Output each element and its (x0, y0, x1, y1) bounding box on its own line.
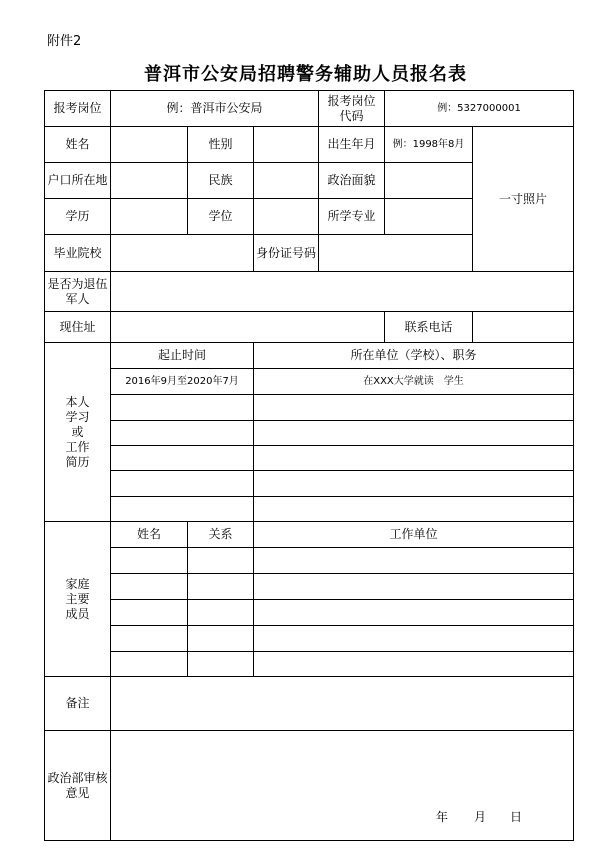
review-field[interactable] (111, 731, 573, 840)
position-code-field[interactable]: 例：5327000001 (437, 102, 521, 114)
ethnicity-field[interactable] (254, 163, 318, 198)
resume-label: 本人 学习 或 工作 简历 (65, 394, 90, 469)
ethnicity-label: 民族 (208, 173, 233, 188)
position-code-label: 报考岗位 代码 (327, 94, 376, 123)
birth-field[interactable]: 例：1998年8月 (392, 138, 465, 150)
name-label: 姓名 (65, 137, 90, 152)
address-label: 现住址 (59, 319, 96, 334)
degree-label: 学位 (208, 209, 233, 224)
remarks-label: 备注 (65, 696, 90, 711)
resume-unit-header: 所在单位（学校）、职务 (350, 348, 477, 363)
resume-unit-cell[interactable]: 在XXX大学就读 学生 (363, 375, 464, 387)
veteran-label: 是否为退伍 军人 (47, 277, 108, 306)
political-status-field[interactable] (385, 163, 472, 198)
review-year: 年 (436, 810, 449, 824)
political-status-label: 政治面貌 (327, 173, 376, 188)
name-field[interactable] (111, 127, 187, 162)
position-field[interactable]: 例：普洱市公安局 (166, 101, 263, 116)
family-relation-header: 关系 (208, 527, 233, 542)
review-month: 月 (474, 810, 487, 824)
review-day: 日 (510, 810, 523, 824)
school-label: 毕业院校 (53, 245, 102, 260)
review-label: 政治部审核 意见 (47, 771, 108, 800)
form-title: 普洱市公安局招聘警务辅助人员报名表 (144, 64, 467, 85)
hukou-field[interactable] (111, 163, 187, 198)
education-label: 学历 (65, 209, 90, 224)
resume-period-header: 起止时间 (157, 348, 206, 363)
education-field[interactable] (111, 199, 187, 234)
phone-field[interactable] (473, 312, 573, 342)
school-field[interactable] (111, 235, 253, 271)
hukou-label: 户口所在地 (47, 173, 108, 188)
family-workplace-header: 工作单位 (389, 527, 438, 542)
major-label: 所学专业 (327, 209, 376, 224)
address-field[interactable] (111, 312, 384, 342)
phone-label: 联系电话 (404, 319, 453, 334)
photo-slot[interactable]: 一寸照片 (498, 191, 547, 206)
resume-period-cell[interactable]: 2016年9月至2020年7月 (125, 375, 239, 387)
family-name-header: 姓名 (136, 527, 161, 542)
id-number-label: 身份证号码 (255, 245, 316, 260)
gender-label: 性别 (208, 137, 233, 152)
remarks-field[interactable] (111, 677, 573, 730)
family-label: 家庭 主要 成员 (65, 576, 90, 621)
id-number-field[interactable] (319, 235, 472, 271)
major-field[interactable] (385, 199, 472, 234)
attachment-label: 附件2 (47, 34, 82, 49)
birth-label: 出生年月 (327, 137, 376, 152)
position-label: 报考岗位 (53, 101, 102, 116)
veteran-field[interactable] (111, 272, 573, 311)
gender-field[interactable] (254, 127, 318, 162)
degree-field[interactable] (254, 199, 318, 234)
